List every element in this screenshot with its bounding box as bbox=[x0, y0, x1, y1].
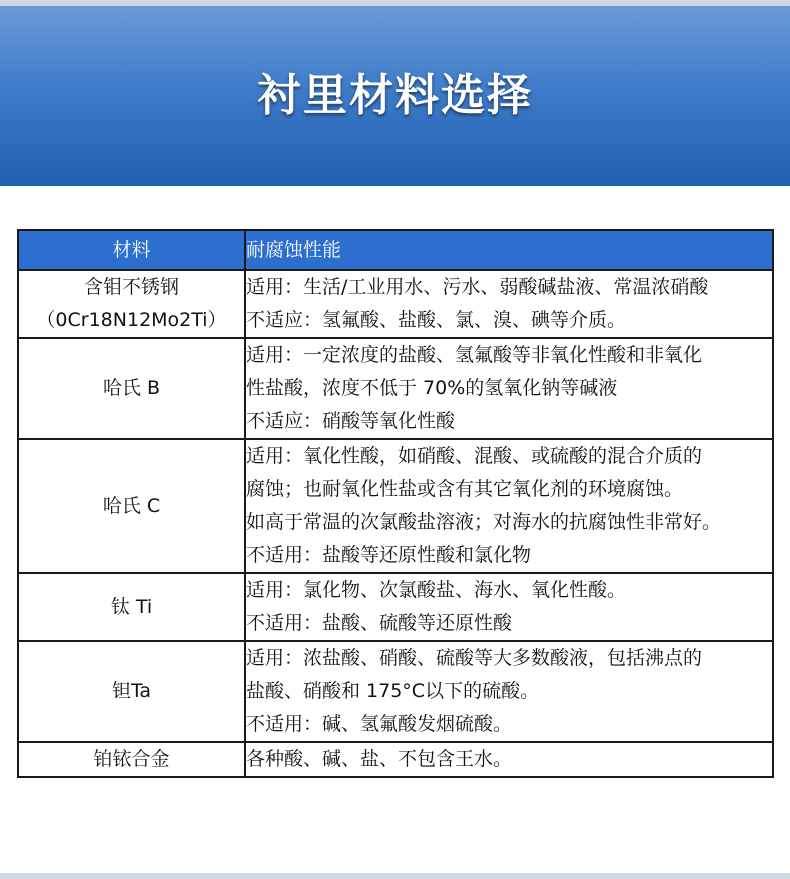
property-cell bbox=[245, 338, 773, 439]
material-name: 钽Ta bbox=[111, 680, 152, 702]
material-name: 钛 Ti bbox=[110, 595, 153, 618]
material-name: 哈氏 C bbox=[102, 494, 161, 517]
property-line: 不适用：盐酸等还原性酸和氯化物 bbox=[246, 544, 532, 566]
table-row bbox=[18, 742, 773, 777]
table-row bbox=[18, 641, 773, 742]
property-line: 性盐酸，浓度不低于 70%的氢氧化钠等碱液 bbox=[246, 377, 618, 399]
title-banner bbox=[0, 6, 790, 186]
material-name: 铂铱合金 bbox=[93, 748, 170, 770]
property-line: 各种酸、碱、盐、不包含王水。 bbox=[246, 748, 513, 770]
table-row bbox=[18, 338, 773, 439]
property-line: 如高于常温的次氯酸盐溶液；对海水的抗腐蚀性非常好。 bbox=[246, 511, 722, 533]
property-cell bbox=[245, 641, 773, 742]
table-header-row bbox=[18, 230, 773, 270]
property-line: 适用：浓盐酸、硝酸、硫酸等大多数酸液，包括沸点的 bbox=[246, 647, 703, 669]
property-line: 适用：氯化物、次氯酸盐、海水、氧化性酸。 bbox=[246, 579, 627, 601]
material-cell bbox=[18, 641, 245, 742]
header-corrosion-resistance: 耐腐蚀性能 bbox=[245, 230, 773, 270]
property-line: 不适用：碱、氢氟酸发烟硫酸。 bbox=[246, 713, 513, 735]
property-cell bbox=[245, 573, 773, 641]
property-line: 不适应：氢氟酸、盐酸、氯、溴、碘等介质。 bbox=[246, 309, 627, 331]
material-cell bbox=[18, 439, 245, 573]
material-cell bbox=[18, 338, 245, 439]
page-title: 衬里材料选择 bbox=[257, 70, 533, 121]
property-line: 适用：氧化性酸，如硝酸、混酸、或硫酸的混合介质的 bbox=[246, 445, 703, 467]
material-cell bbox=[18, 270, 245, 338]
material-cell bbox=[18, 573, 245, 641]
property-line: 不适用：盐酸、硫酸等还原性酸 bbox=[246, 612, 513, 634]
header-material: 材料 bbox=[18, 230, 245, 270]
property-line: 适用：一定浓度的盐酸、氢氟酸等非氧化性酸和非氧化 bbox=[246, 344, 703, 366]
property-line: 不适应：硝酸等氧化性酸 bbox=[246, 410, 456, 432]
property-line: 适用：生活/工业用水、污水、弱酸碱盐液、常温浓硝酸 bbox=[246, 276, 709, 298]
lining-materials-table bbox=[17, 229, 774, 778]
material-name: 含钼不锈钢 bbox=[83, 276, 179, 298]
material-cell bbox=[18, 742, 245, 777]
property-cell bbox=[245, 270, 773, 338]
table-row bbox=[18, 439, 773, 573]
property-line: 腐蚀；也耐氧化性盐或含有其它氧化剂的环境腐蚀。 bbox=[246, 478, 684, 500]
material-name: 哈氏 B bbox=[102, 377, 161, 399]
property-line: 盐酸、硝酸和 175°C以下的硫酸。 bbox=[246, 680, 540, 702]
property-cell bbox=[245, 742, 773, 777]
material-grade: （0Cr18N12Mo2Ti） bbox=[36, 309, 227, 331]
table-row bbox=[18, 573, 773, 641]
property-cell bbox=[245, 439, 773, 573]
table-row bbox=[18, 270, 773, 338]
bottom-strip bbox=[0, 873, 790, 879]
